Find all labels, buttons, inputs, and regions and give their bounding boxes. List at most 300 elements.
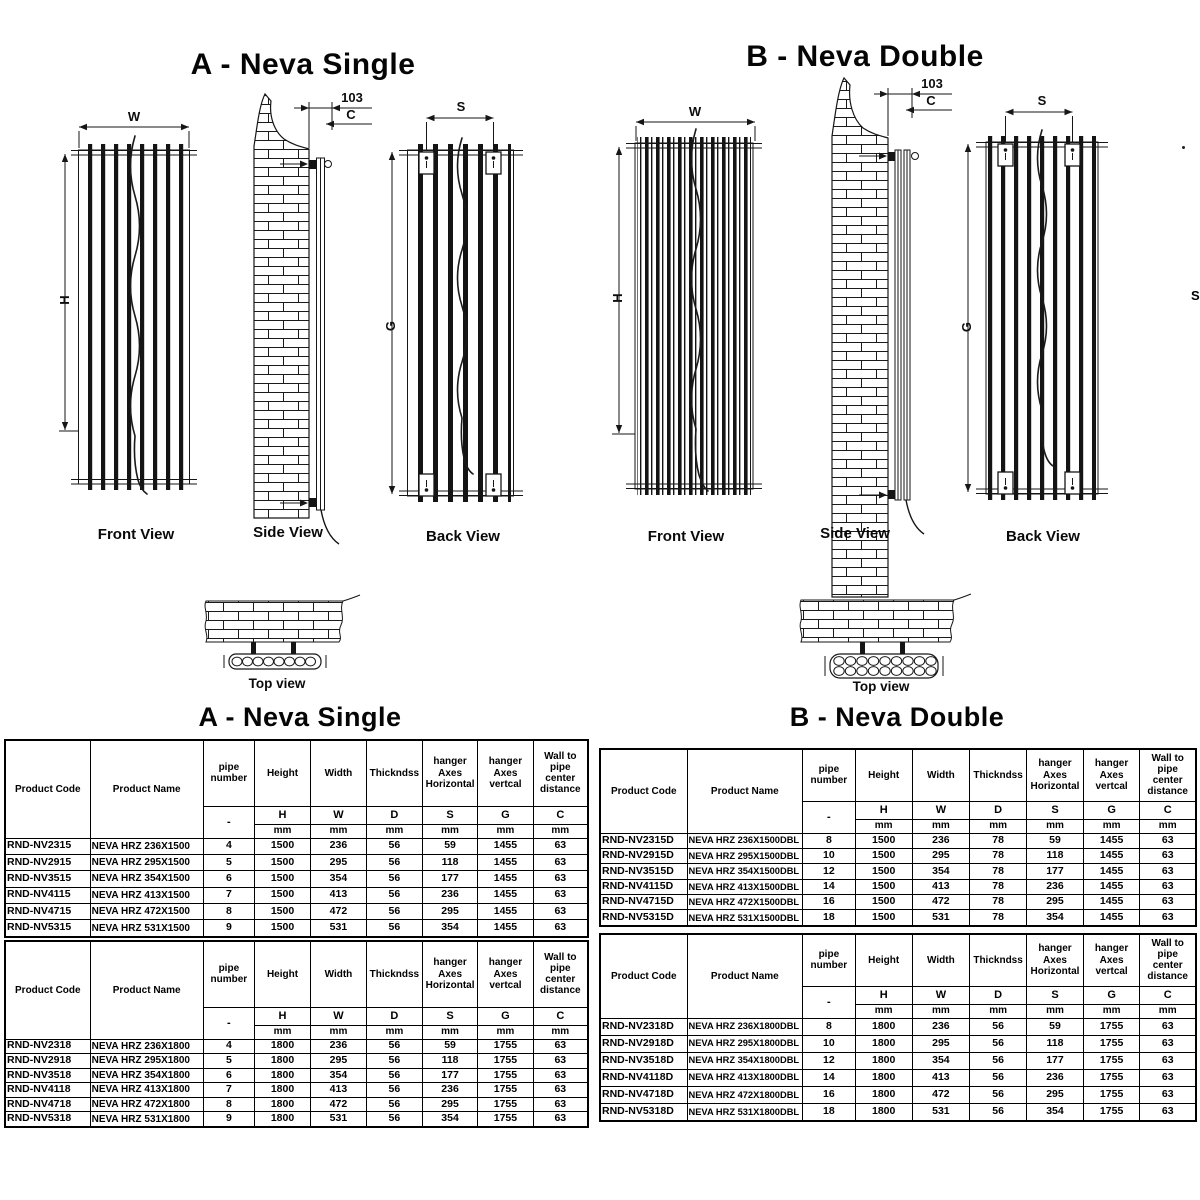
cell-value: 63 bbox=[533, 838, 588, 854]
cell-product-name: NEVA HRZ 472X1800 bbox=[90, 1097, 203, 1112]
col-wall-to-pipe-distance: Wall to pipe center distance bbox=[533, 941, 588, 1007]
cell-value: 63 bbox=[533, 1039, 588, 1054]
cell-value: 9 bbox=[203, 1112, 254, 1127]
cell-product-name: NEVA HRZ 531X1800 bbox=[90, 1112, 203, 1127]
a-front-pipes bbox=[81, 144, 187, 490]
a-front-view-caption: Front View bbox=[97, 526, 175, 543]
cell-value: 5 bbox=[203, 854, 254, 870]
cell-value: 472 bbox=[912, 1086, 969, 1103]
cell-value: 63 bbox=[1140, 1035, 1196, 1052]
a-front-h-label: H bbox=[57, 295, 72, 305]
unit-mm: mm bbox=[422, 824, 477, 838]
cell-product-code: RND-NV2318 bbox=[5, 1039, 90, 1054]
cell-product-code: RND-NV5315 bbox=[5, 920, 90, 937]
cell-value: 6 bbox=[203, 1068, 254, 1083]
dim-letter: C bbox=[533, 806, 588, 824]
unit-mm: mm bbox=[969, 1004, 1026, 1018]
cell-value: 63 bbox=[533, 1112, 588, 1127]
cell-value: 78 bbox=[969, 910, 1026, 926]
cell-value: 1455 bbox=[1083, 848, 1140, 863]
cell-value: 1500 bbox=[855, 910, 912, 926]
spec-table-b-1500 bbox=[599, 748, 1197, 927]
cell-value: 1455 bbox=[1083, 895, 1140, 910]
b-back-view-drawing bbox=[958, 92, 1123, 557]
a-side-offset-label: 103 bbox=[341, 90, 363, 105]
cell-value: 63 bbox=[1140, 1069, 1196, 1086]
cell-value: 354 bbox=[1027, 910, 1084, 926]
spec-table-a-1500 bbox=[4, 739, 589, 938]
cell-value: 236 bbox=[912, 1018, 969, 1035]
cell-value: 63 bbox=[1140, 1052, 1196, 1069]
col-width: Width bbox=[912, 934, 969, 986]
cell-product-name: NEVA HRZ 354X1800DBL bbox=[687, 1052, 803, 1069]
cell-value: 56 bbox=[366, 904, 422, 920]
cell-value: 56 bbox=[366, 1054, 422, 1069]
cell-product-code: RND-NV2918D bbox=[600, 1035, 687, 1052]
cell-product-name: NEVA HRZ 413X1800 bbox=[90, 1083, 203, 1098]
unit-mm: mm bbox=[855, 819, 912, 833]
a-back-pipes bbox=[410, 144, 511, 502]
cell-value: 56 bbox=[366, 838, 422, 854]
cell-product-code: RND-NV2318D bbox=[600, 1018, 687, 1035]
cell-value: 1455 bbox=[1083, 910, 1140, 926]
cell-value: 295 bbox=[422, 1097, 477, 1112]
unit-mm: mm bbox=[366, 824, 422, 838]
cell-value: 63 bbox=[1140, 1086, 1196, 1103]
cell-value: 1455 bbox=[1083, 864, 1140, 879]
col-hanger-axes-vertical: hanger Axes vertcal bbox=[478, 941, 533, 1007]
cell-value: 236 bbox=[1027, 1069, 1084, 1086]
b-side-offset-label: 103 bbox=[921, 76, 943, 91]
col-hanger-axes-horizontal: hanger Axes Horizontal bbox=[422, 941, 477, 1007]
cell-value: 56 bbox=[969, 1086, 1026, 1103]
cell-value: 56 bbox=[969, 1103, 1026, 1121]
cell-value: 78 bbox=[969, 848, 1026, 863]
dim-letter: H bbox=[855, 801, 912, 819]
cell-value: 56 bbox=[969, 1035, 1026, 1052]
unit-mm: mm bbox=[1027, 819, 1084, 833]
spec-row bbox=[600, 833, 1196, 848]
cell-value: 1455 bbox=[478, 854, 533, 870]
a-top-view-caption: Top view bbox=[248, 676, 306, 691]
cell-value: 1755 bbox=[478, 1083, 533, 1098]
spec-row bbox=[600, 1086, 1196, 1103]
spec-row bbox=[600, 895, 1196, 910]
cell-value: 63 bbox=[1140, 864, 1196, 879]
b-front-w-label: W bbox=[688, 104, 702, 119]
cell-value: 7 bbox=[203, 887, 254, 903]
unit-mm: mm bbox=[310, 1025, 366, 1039]
col-pipe-number: pipe number bbox=[203, 941, 254, 1007]
cell-value: 1500 bbox=[855, 848, 912, 863]
cell-product-code: RND-NV4715 bbox=[5, 904, 90, 920]
cell-value: 1455 bbox=[478, 904, 533, 920]
col-width: Width bbox=[310, 740, 366, 806]
cell-product-name: NEVA HRZ 472X1500DBL bbox=[687, 895, 803, 910]
cell-value: 177 bbox=[422, 1068, 477, 1083]
cell-product-code: RND-NV5318 bbox=[5, 1112, 90, 1127]
cell-value: 295 bbox=[310, 1054, 366, 1069]
dim-letter: H bbox=[855, 986, 912, 1004]
cell-value: 295 bbox=[912, 848, 969, 863]
cell-value: 1455 bbox=[478, 871, 533, 887]
cell-value: 9 bbox=[203, 920, 254, 937]
unit-mm: mm bbox=[478, 824, 533, 838]
spec-row bbox=[5, 854, 588, 870]
spec-row bbox=[5, 1097, 588, 1112]
b-back-view-caption: Back View bbox=[1006, 528, 1080, 545]
cell-product-name: NEVA HRZ 531X1500DBL bbox=[687, 910, 803, 926]
spec-table-b-1800 bbox=[599, 933, 1197, 1122]
cell-product-name: NEVA HRZ 295X1500DBL bbox=[687, 848, 803, 863]
cell-value: 78 bbox=[969, 879, 1026, 894]
cell-product-code: RND-NV4715D bbox=[600, 895, 687, 910]
pipe-number-dash: - bbox=[203, 806, 254, 838]
cell-value: 1500 bbox=[255, 887, 311, 903]
dim-letter: C bbox=[1140, 801, 1196, 819]
cell-product-name: NEVA HRZ 354X1500DBL bbox=[687, 864, 803, 879]
cell-value: 531 bbox=[912, 1103, 969, 1121]
spec-row bbox=[600, 879, 1196, 894]
cell-product-name: NEVA HRZ 236X1800 bbox=[90, 1039, 203, 1054]
cell-value: 472 bbox=[310, 1097, 366, 1112]
cell-value: 63 bbox=[1140, 879, 1196, 894]
cell-product-name: NEVA HRZ 531X1500 bbox=[90, 920, 203, 937]
cell-value: 472 bbox=[912, 895, 969, 910]
unit-mm: mm bbox=[422, 1025, 477, 1039]
cell-value: 4 bbox=[203, 838, 254, 854]
cell-value: 1800 bbox=[255, 1097, 311, 1112]
a-front-w-label: W bbox=[127, 109, 141, 124]
scan-dot-artifact bbox=[1182, 146, 1185, 149]
cell-value: 63 bbox=[1140, 910, 1196, 926]
a-front-view-drawing bbox=[58, 108, 208, 513]
edge-cut-letter: S bbox=[1191, 288, 1200, 303]
dim-letter: W bbox=[912, 801, 969, 819]
cell-value: 8 bbox=[803, 833, 855, 848]
cell-value: 1755 bbox=[478, 1039, 533, 1054]
col-hanger-axes-vertical: hanger Axes vertcal bbox=[478, 740, 533, 806]
b-back-g-label: G bbox=[959, 321, 974, 333]
cell-value: 177 bbox=[422, 871, 477, 887]
cell-value: 10 bbox=[803, 848, 855, 863]
spec-row bbox=[5, 871, 588, 887]
col-product-name: Product Name bbox=[90, 740, 203, 838]
col-product-code: Product Code bbox=[600, 934, 687, 1018]
cell-value: 63 bbox=[1140, 848, 1196, 863]
cell-value: 1500 bbox=[255, 920, 311, 937]
cell-product-code: RND-NV2915 bbox=[5, 854, 90, 870]
cell-product-code: RND-NV2315D bbox=[600, 833, 687, 848]
cell-value: 354 bbox=[1027, 1103, 1084, 1121]
col-product-name: Product Name bbox=[90, 941, 203, 1039]
cell-value: 1455 bbox=[1083, 833, 1140, 848]
cell-value: 295 bbox=[422, 904, 477, 920]
cell-value: 1755 bbox=[1083, 1069, 1140, 1086]
spec-row bbox=[5, 1054, 588, 1069]
dim-letter: H bbox=[255, 806, 311, 824]
cell-product-code: RND-NV5315D bbox=[600, 910, 687, 926]
cell-product-name: NEVA HRZ 354X1500 bbox=[90, 871, 203, 887]
col-hanger-axes-vertical: hanger Axes vertcal bbox=[1083, 749, 1140, 801]
unit-mm: mm bbox=[366, 1025, 422, 1039]
pipe-number-dash: - bbox=[203, 1007, 254, 1039]
cell-value: 1755 bbox=[1083, 1018, 1140, 1035]
cell-value: 56 bbox=[366, 920, 422, 937]
cell-value: 1800 bbox=[855, 1035, 912, 1052]
spec-row bbox=[600, 1052, 1196, 1069]
cell-value: 63 bbox=[533, 904, 588, 920]
cell-product-code: RND-NV4115 bbox=[5, 887, 90, 903]
a-back-view-drawing bbox=[383, 98, 538, 553]
cell-value: 56 bbox=[366, 1083, 422, 1098]
col-width: Width bbox=[310, 941, 366, 1007]
cell-value: 63 bbox=[533, 1054, 588, 1069]
cell-value: 1800 bbox=[255, 1039, 311, 1054]
cell-product-code: RND-NV3518D bbox=[600, 1052, 687, 1069]
cell-product-name: NEVA HRZ 236X1500DBL bbox=[687, 833, 803, 848]
cell-value: 1800 bbox=[255, 1068, 311, 1083]
spec-row bbox=[5, 1068, 588, 1083]
a-side-view-drawing bbox=[238, 86, 373, 586]
cell-value: 1800 bbox=[255, 1112, 311, 1127]
cell-value: 118 bbox=[422, 854, 477, 870]
unit-mm: mm bbox=[533, 824, 588, 838]
cell-value: 56 bbox=[366, 1039, 422, 1054]
cell-value: 1500 bbox=[255, 854, 311, 870]
section-b-title: B - Neva Double bbox=[746, 40, 984, 73]
cell-value: 1800 bbox=[855, 1086, 912, 1103]
section-a-title: A - Neva Single bbox=[190, 48, 416, 81]
cell-product-name: NEVA HRZ 236X1500 bbox=[90, 838, 203, 854]
cell-value: 354 bbox=[422, 920, 477, 937]
dim-letter: W bbox=[912, 986, 969, 1004]
cell-value: 8 bbox=[803, 1018, 855, 1035]
cell-value: 354 bbox=[912, 864, 969, 879]
cell-value: 7 bbox=[203, 1083, 254, 1098]
b-front-view-drawing bbox=[610, 103, 775, 518]
a-side-c-label: C bbox=[346, 107, 356, 122]
cell-value: 1800 bbox=[255, 1054, 311, 1069]
b-side-c-label: C bbox=[926, 93, 936, 108]
col-height: Height bbox=[855, 749, 912, 801]
cell-value: 1755 bbox=[1083, 1086, 1140, 1103]
cell-product-code: RND-NV4718D bbox=[600, 1086, 687, 1103]
cell-product-code: RND-NV3515D bbox=[600, 864, 687, 879]
unit-mm: mm bbox=[855, 1004, 912, 1018]
cell-value: 63 bbox=[533, 1097, 588, 1112]
dim-letter: D bbox=[366, 806, 422, 824]
cell-value: 59 bbox=[422, 1039, 477, 1054]
cell-value: 18 bbox=[803, 1103, 855, 1121]
spec-row bbox=[5, 887, 588, 903]
cell-value: 1455 bbox=[478, 838, 533, 854]
unit-mm: mm bbox=[255, 1025, 311, 1039]
col-product-code: Product Code bbox=[5, 941, 90, 1039]
cell-value: 59 bbox=[1027, 1018, 1084, 1035]
cell-value: 531 bbox=[310, 1112, 366, 1127]
cell-value: 1455 bbox=[1083, 879, 1140, 894]
cell-value: 18 bbox=[803, 910, 855, 926]
unit-mm: mm bbox=[533, 1025, 588, 1039]
cell-value: 354 bbox=[310, 871, 366, 887]
cell-value: 236 bbox=[422, 1083, 477, 1098]
cell-value: 413 bbox=[310, 887, 366, 903]
spec-row bbox=[600, 864, 1196, 879]
b-top-wall bbox=[800, 600, 954, 642]
col-thickness: Thickndss bbox=[969, 934, 1026, 986]
col-hanger-axes-vertical: hanger Axes vertcal bbox=[1083, 934, 1140, 986]
b-back-pipes bbox=[988, 136, 1096, 500]
cell-value: 531 bbox=[310, 920, 366, 937]
cell-value: 295 bbox=[1027, 1086, 1084, 1103]
col-hanger-axes-horizontal: hanger Axes Horizontal bbox=[1027, 749, 1084, 801]
unit-mm: mm bbox=[1027, 1004, 1084, 1018]
col-product-name: Product Name bbox=[687, 749, 803, 833]
b-top-radiator bbox=[830, 654, 938, 678]
cell-value: 236 bbox=[310, 1039, 366, 1054]
cell-value: 12 bbox=[803, 864, 855, 879]
dim-letter: D bbox=[969, 986, 1026, 1004]
cell-value: 78 bbox=[969, 895, 1026, 910]
spec-row bbox=[600, 1035, 1196, 1052]
cell-value: 1800 bbox=[855, 1052, 912, 1069]
cell-value: 12 bbox=[803, 1052, 855, 1069]
a-side-view-caption: Side View bbox=[253, 524, 323, 541]
unit-mm: mm bbox=[1083, 1004, 1140, 1018]
col-height: Height bbox=[855, 934, 912, 986]
unit-mm: mm bbox=[1140, 1004, 1196, 1018]
unit-mm: mm bbox=[478, 1025, 533, 1039]
b-side-view-caption: Side View bbox=[820, 525, 890, 542]
cell-value: 1755 bbox=[1083, 1035, 1140, 1052]
cell-product-code: RND-NV4118D bbox=[600, 1069, 687, 1086]
spec-row bbox=[5, 838, 588, 854]
cell-value: 295 bbox=[1027, 895, 1084, 910]
cell-product-name: NEVA HRZ 295X1800 bbox=[90, 1054, 203, 1069]
cell-value: 118 bbox=[422, 1054, 477, 1069]
unit-mm: mm bbox=[255, 824, 311, 838]
col-wall-to-pipe-distance: Wall to pipe center distance bbox=[533, 740, 588, 806]
cell-value: 16 bbox=[803, 1086, 855, 1103]
dim-letter: D bbox=[366, 1007, 422, 1025]
b-back-s-label: S bbox=[1037, 93, 1047, 108]
spec-row bbox=[5, 1083, 588, 1098]
cell-product-code: RND-NV5318D bbox=[600, 1103, 687, 1121]
cell-value: 1755 bbox=[478, 1068, 533, 1083]
col-height: Height bbox=[255, 740, 311, 806]
cell-product-name: NEVA HRZ 236X1800DBL bbox=[687, 1018, 803, 1035]
col-pipe-number: pipe number bbox=[803, 749, 855, 801]
cell-value: 63 bbox=[533, 871, 588, 887]
col-product-code: Product Code bbox=[600, 749, 687, 833]
col-wall-to-pipe-distance: Wall to pipe center distance bbox=[1140, 749, 1196, 801]
spec-row bbox=[600, 1103, 1196, 1121]
cell-value: 1500 bbox=[855, 879, 912, 894]
cell-value: 1800 bbox=[855, 1103, 912, 1121]
dim-letter: H bbox=[255, 1007, 311, 1025]
dim-letter: G bbox=[1083, 986, 1140, 1004]
cell-value: 1500 bbox=[255, 871, 311, 887]
cell-value: 56 bbox=[366, 887, 422, 903]
cell-value: 1500 bbox=[855, 895, 912, 910]
spec-row bbox=[5, 1112, 588, 1127]
dim-letter: S bbox=[1027, 986, 1084, 1004]
cell-value: 59 bbox=[422, 838, 477, 854]
dim-letter: G bbox=[1083, 801, 1140, 819]
cell-value: 295 bbox=[310, 854, 366, 870]
a-side-wall bbox=[254, 94, 309, 518]
dim-letter: S bbox=[422, 1007, 477, 1025]
cell-value: 236 bbox=[912, 833, 969, 848]
col-pipe-number: pipe number bbox=[803, 934, 855, 986]
cell-value: 4 bbox=[203, 1039, 254, 1054]
cell-value: 56 bbox=[366, 1097, 422, 1112]
b-front-h-label: H bbox=[610, 293, 625, 303]
cell-value: 1500 bbox=[255, 838, 311, 854]
col-thickness: Thickndss bbox=[969, 749, 1026, 801]
dim-letter: G bbox=[478, 806, 533, 824]
table-a-title: A - Neva Single bbox=[198, 702, 402, 732]
pipe-number-dash: - bbox=[803, 986, 855, 1018]
unit-mm: mm bbox=[1140, 819, 1196, 833]
unit-mm: mm bbox=[310, 824, 366, 838]
cell-value: 472 bbox=[310, 904, 366, 920]
cell-value: 56 bbox=[366, 1112, 422, 1127]
cell-value: 63 bbox=[1140, 895, 1196, 910]
cell-value: 118 bbox=[1027, 1035, 1084, 1052]
dim-letter: C bbox=[533, 1007, 588, 1025]
spec-row bbox=[600, 1069, 1196, 1086]
cell-value: 1500 bbox=[855, 833, 912, 848]
cell-value: 354 bbox=[422, 1112, 477, 1127]
cell-value: 56 bbox=[366, 854, 422, 870]
spec-table-a-1800 bbox=[4, 940, 589, 1128]
unit-mm: mm bbox=[912, 819, 969, 833]
cell-value: 59 bbox=[1027, 833, 1084, 848]
cell-value: 177 bbox=[1027, 864, 1084, 879]
cell-value: 63 bbox=[533, 1083, 588, 1098]
cell-product-code: RND-NV2918 bbox=[5, 1054, 90, 1069]
cell-product-code: RND-NV2315 bbox=[5, 838, 90, 854]
cell-value: 295 bbox=[912, 1035, 969, 1052]
col-pipe-number: pipe number bbox=[203, 740, 254, 806]
dim-letter: S bbox=[1027, 801, 1084, 819]
cell-value: 236 bbox=[1027, 879, 1084, 894]
cell-value: 354 bbox=[912, 1052, 969, 1069]
cell-product-code: RND-NV4118 bbox=[5, 1083, 90, 1098]
dim-letter: W bbox=[310, 806, 366, 824]
cell-value: 413 bbox=[912, 879, 969, 894]
cell-value: 14 bbox=[803, 1069, 855, 1086]
cell-value: 1755 bbox=[1083, 1052, 1140, 1069]
unit-mm: mm bbox=[912, 1004, 969, 1018]
col-thickness: Thickndss bbox=[366, 941, 422, 1007]
cell-value: 413 bbox=[912, 1069, 969, 1086]
cell-product-code: RND-NV3515 bbox=[5, 871, 90, 887]
cell-value: 63 bbox=[1140, 1103, 1196, 1121]
cell-product-name: NEVA HRZ 295X1500 bbox=[90, 854, 203, 870]
cell-value: 14 bbox=[803, 879, 855, 894]
dim-letter: C bbox=[1140, 986, 1196, 1004]
spec-row bbox=[600, 1018, 1196, 1035]
cell-value: 1800 bbox=[255, 1083, 311, 1098]
cell-value: 63 bbox=[533, 887, 588, 903]
cell-product-name: NEVA HRZ 413X1800DBL bbox=[687, 1069, 803, 1086]
cell-product-name: NEVA HRZ 413X1500 bbox=[90, 887, 203, 903]
cell-value: 1755 bbox=[478, 1054, 533, 1069]
dim-letter: S bbox=[422, 806, 477, 824]
